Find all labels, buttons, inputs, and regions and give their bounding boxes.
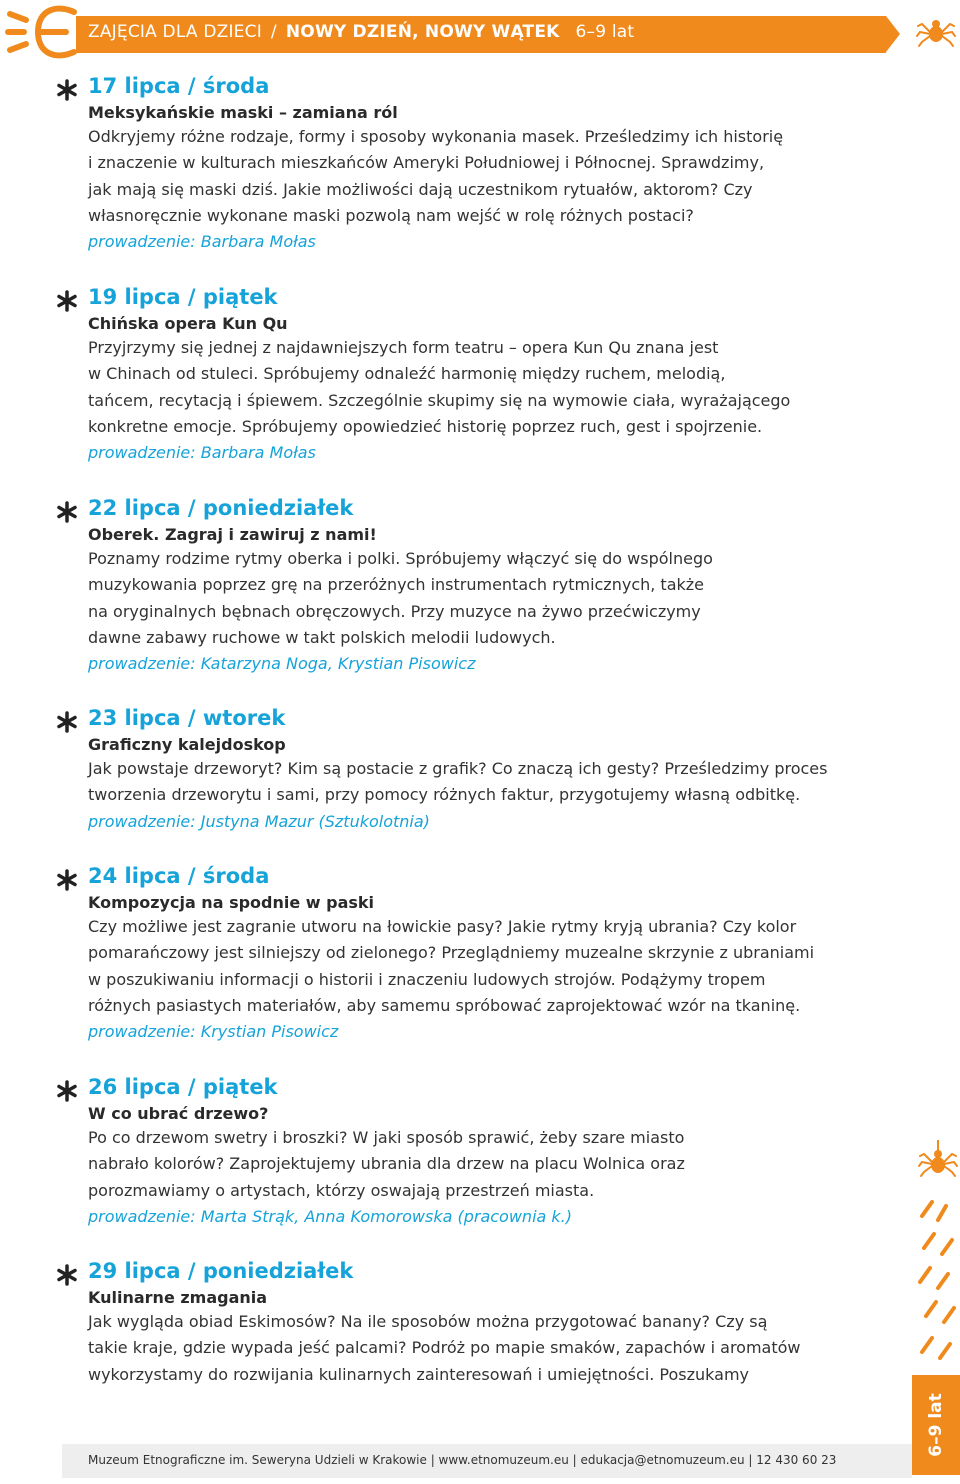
event-date: 26 lipca / piątek [88,1075,278,1099]
spider-icon [916,12,956,52]
asterisk-bullet-icon [56,290,78,312]
event-date: 17 lipca / środa [88,74,270,98]
header-age: 6–9 lat [575,22,635,42]
description-line: Odkryjemy różne rodzaje, formy i sposoby wykonania masek. Prześledzimy ich historię [88,127,784,146]
event-description [88,124,898,255]
description-line: Poznamy rodzime rytmy oberka i polki. Spróbujemy włączyć się do wspólnego [88,549,713,568]
description-line: tworzenia drzeworytu i sami, przy pomocy różnych faktur, przygotujemy własną odbitkę. [88,785,801,805]
event-date: 24 lipca / środa [88,864,270,888]
asterisk-bullet-icon [56,1080,78,1102]
page-footer [62,1444,912,1478]
event-title: Kompozycja na spodnie w paski [88,893,375,912]
event-title: Oberek. Zagraj i zawiruj z nami! [88,525,377,544]
description-line: nabrało kolorów? Zaprojektujemy ubrania dla drzew na placu Wolnica oraz [88,1154,685,1174]
description-line: i znaczenie w kulturach mieszkańców Ameryki Południowej i Północnej. Sprawdzimy, [88,153,765,173]
event-title: Chińska opera Kun Qu [88,314,288,333]
decorative-dashes [914,1196,960,1376]
header-section: ZAJĘCIA DLA DZIECI [88,22,262,42]
event-title: Kulinarne zmagania [88,1288,268,1307]
footer-contact: Muzeum Etnograficzne im. Seweryna Udzieli w Krakowie | www.etnomuzeum.eu | edukacja@etnomuzeum.eu | 12 430 60 23 [88,1453,837,1467]
event-lead: prowadzenie: Marta Strąk, Anna Komorowska (pracownia k.) [88,1206,572,1226]
asterisk-bullet-icon [56,79,78,101]
event-description [88,335,898,466]
description-line: jak mają się maski dziś. Jakie możliwości dają uczestnikom rytuałów, aktorom? Czy [88,179,753,199]
event-description [88,1309,898,1388]
description-line: własnoręcznie wykonane maski pozwolą nam wejść w rolę różnych postaci? [88,205,694,225]
description-line: różnych pasiastych materiałów, aby samemu spróbować zaprojektować wzór na tkaninę. [88,995,801,1015]
description-line: konkretne emocje. Spróbujemy opowiedzieć historię poprzez ruch, gest i spojrzenie. [88,416,763,436]
event-date: 22 lipca / poniedziałek [88,496,354,520]
description-line: w poszukiwaniu informacji o historii i znaczeniu ludowych strojów. Podążymy tropem [88,969,766,989]
description-line: muzykowania poprzez grę na przeróżnych instrumentach rytmicznych, także [88,575,705,595]
spider-icon [918,1140,958,1184]
event-date: 23 lipca / wtorek [88,706,286,730]
description-line: Jak wygląda obiad Eskimosów? Na ile sposobów można przygotować banany? Czy są [88,1312,768,1331]
asterisk-bullet-icon [56,869,78,891]
description-line: tańcem, recytacją i śpiewem. Szczególnie skupimy się na wymowie ciała, wyrażającego [88,390,791,410]
description-line: Przyjrzymy się jednej z najdawniejszych form teatru – opera Kun Qu znana jest [88,338,719,357]
event-title: Graficzny kalejdoskop [88,735,286,754]
event-lead: prowadzenie: Barbara Mołas [88,232,316,252]
asterisk-bullet-icon [56,1264,78,1286]
page-header [0,0,960,70]
description-line: w Chinach od stuleci. Spróbujemy odnaleźć harmonię między ruchem, melodią, [88,364,726,384]
event-description [88,914,898,1045]
description-line: na oryginalnych bębnach obręczowych. Przy muzyce na żywo przećwiczymy [88,601,701,621]
event-lead: prowadzenie: Krystian Pisowicz [88,1022,339,1042]
description-line: porozmawiamy o artystach, którzy oswajają przestrzeń miasta. [88,1180,595,1200]
description-line: Po co drzewom swetry i broszki? W jaki sposób sprawić, żeby szare miasto [88,1128,685,1147]
description-line: Jak powstaje drzeworyt? Kim są postacie z grafik? Co znaczą ich gesty? Prześledzimy proces [88,759,828,778]
event-description [88,756,898,835]
event-description [88,546,898,677]
description-line: pomarańczowy jest silniejszy od zielonego? Przeglądniemy muzealne skrzynie z ubraniami [88,943,815,963]
event-date: 19 lipca / piątek [88,285,278,309]
event-date: 29 lipca / poniedziałek [88,1259,354,1283]
event-description [88,1125,898,1230]
asterisk-bullet-icon [56,711,78,733]
age-tab-label: 6–9 lat [926,1393,946,1457]
event-lead: prowadzenie: Katarzyna Noga, Krystian Pisowicz [88,654,476,674]
museum-logo-icon [4,2,84,64]
header-arrow [886,16,900,52]
description-line: wykorzystamy do rozwijania kulinarnych zainteresowań i umiejętności. Poszukamy [88,1364,750,1384]
asterisk-bullet-icon [56,501,78,523]
description-line: dawne zabawy ruchowe w takt polskich melodii ludowych. [88,627,556,647]
description-line: Czy możliwe jest zagranie utworu na łowickie pasy? Jakie rytmy kryją ubrania? Czy kolor [88,917,797,936]
header-title [88,22,634,48]
event-lead: prowadzenie: Justyna Mazur (Sztukolotnia) [88,811,430,831]
header-program: NOWY DZIEŃ, NOWY WĄTEK [285,22,560,42]
age-tab [912,1375,960,1475]
event-title: W co ubrać drzewo? [88,1104,269,1123]
header-separator: / [270,22,277,42]
event-lead: prowadzenie: Barbara Mołas [88,443,316,463]
event-title: Meksykańskie maski – zamiana ról [88,103,398,122]
description-line: takie kraje, gdzie wypada jeść palcami? Podróż po mapie smaków, zapachów i aromatów [88,1338,801,1358]
